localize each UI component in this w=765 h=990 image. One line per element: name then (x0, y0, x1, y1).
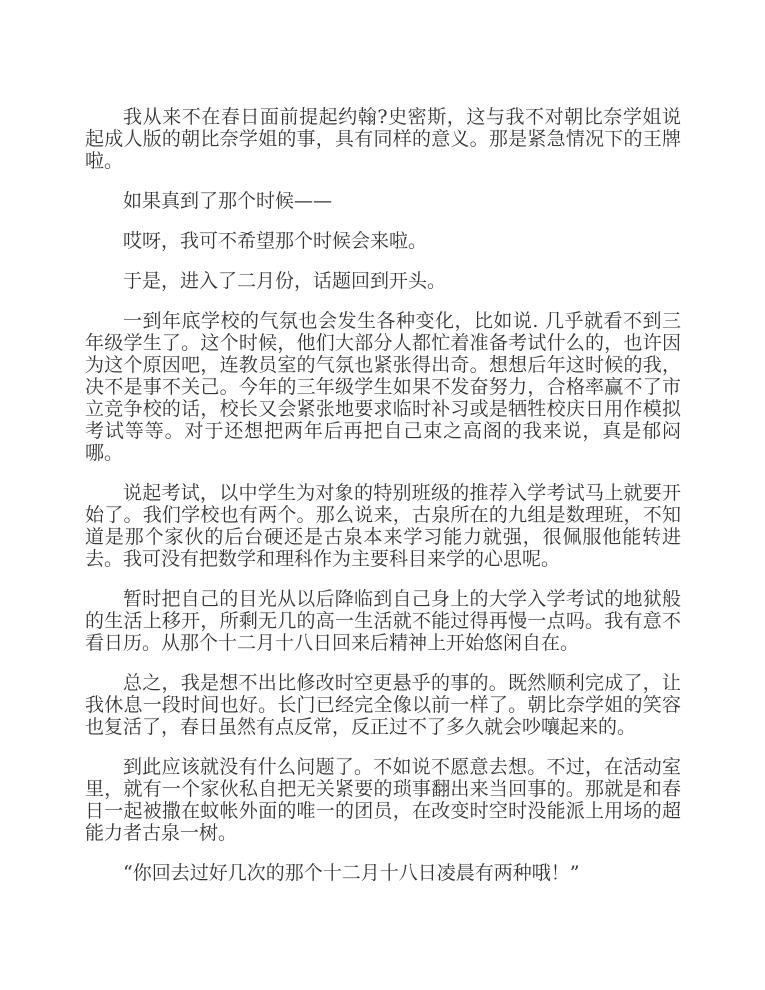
paragraph: 总之，我是想不出比修改时空更悬乎的事的。既然顺利完成了，让我休息一段时间也好。长门已经完全像以前一样了。朝比奈学姐的笑容也复活了，春日虽然有点反常，反正过不了多久就会吵嚷起来的。 (85, 672, 681, 738)
paragraph: “你回去过好几次的那个十二月十八日凌晨有两种哦！” (123, 862, 580, 884)
paragraph: 我从来不在春日面前提起约翰?史密斯，这与我不对朝比奈学姐说起成人版的朝比奈学姐的事，具有同样的意义。那是紧急情况下的王牌啦。 (85, 106, 681, 172)
paragraph: 于是，进入了二月份，话题回到开头。 (123, 270, 447, 292)
text-body (85, 106, 681, 884)
paragraph: 哎呀，我可不希望那个时候会来啦。 (123, 230, 428, 252)
paragraph: 说起考试，以中学生为对象的特别班级的推荐入学考试马上就要开始了。我们学校也有两个。那么说来，古泉所在的九组是数理班，不知道是那个家伙的后台硬还是古泉本来学习能力就强，很佩服他能转进去。我可没有把数学和理科作为主要科目来学的心思呢。 (85, 482, 681, 570)
paragraph: 一到年底学校的气氛也会发生各种变化，比如说. 几乎就看不到三年级学生了。这个时候，他们大部分人都忙着准备考试什么的，也许因为这个原因吧，连教员室的气氛也紧张得出奇。想想后年这时候的我，决不是事不关己。今年的三年级学生如果不发奋努力，合格率赢不了市立竞争校的话，校长又会紧张地要求临时补习或是牺牲校庆日用作模拟考试等等。对于还想把两年后再把自己束之高阁的我来说，真是郁闷哪。 (85, 310, 681, 464)
paragraph: 暂时把自己的目光从以后降临到自己身上的大学入学考试的地狱般的生活上移开，所剩无几的高一生活就不能过得再慢一点吗。我有意不看日历。从那个十二月十八日回来后精神上开始悠闲自在。 (85, 588, 681, 654)
paragraph: 如果真到了那个时候—— (123, 190, 333, 212)
paragraph: 到此应该就没有什么问题了。不如说不愿意去想。不过，在活动室里，就有一个家伙私自把无关紧要的琐事翻出来当回事的。那就是和春日一起被撒在蚊帐外面的唯一的团员，在改变时空时没能派上用场的超能力者古泉一树。 (85, 756, 681, 844)
